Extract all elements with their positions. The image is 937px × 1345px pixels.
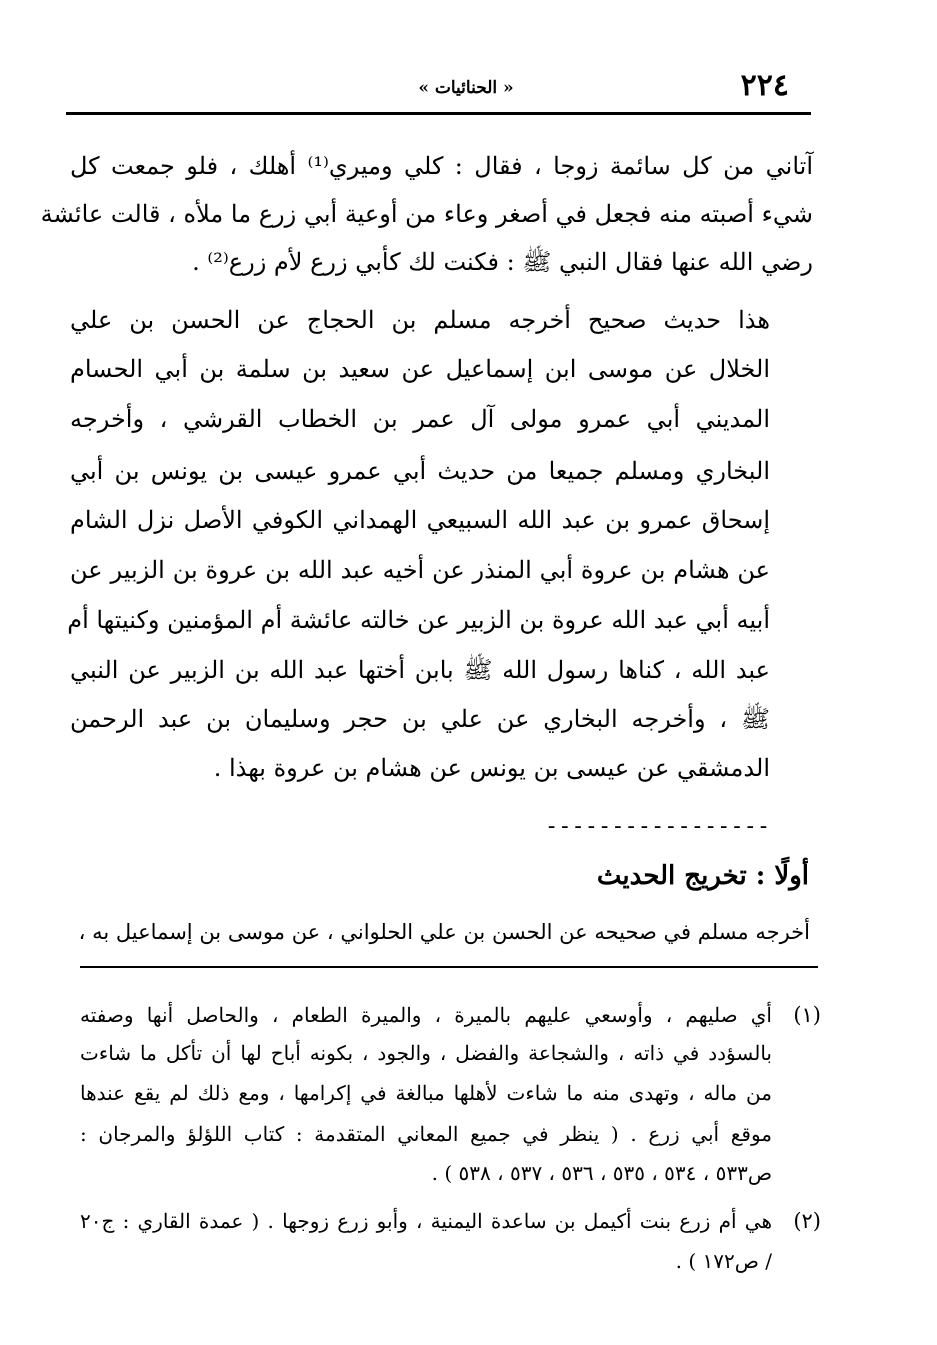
footnote-rule bbox=[80, 966, 818, 968]
hadith-line: البخاري ومسلم جميعا من حديث أبي عمرو عيسى بن يونس بن أبي bbox=[70, 457, 771, 485]
footnote-line: ص٥٣٣ ، ٥٣٤ ، ٥٣٥ ، ٥٣٦ ، ٥٣٧ ، ٥٣٨ ) . bbox=[431, 1161, 772, 1185]
hadith-line: أبيه أبي عبد الله عروة بن الزبير عن خالته عائشة أم المؤمنين وكنيتها أم bbox=[67, 606, 770, 634]
body-line: آتاني من كل سائمة زوجا ، فقال : كلي وميري⁽¹⁾ أهلك ، فلو جمعت كل bbox=[70, 152, 813, 180]
footnote-line: بالسؤدد في ذاته ، والشجاعة والفضل ، والجود ، بكونه أباح لها أن تأكل ما شاءت bbox=[80, 1041, 772, 1065]
page-number: ٢٢٤ bbox=[740, 68, 789, 103]
footnote-marker: (١) bbox=[793, 1003, 821, 1027]
running-title: « الحنائيات » bbox=[418, 78, 514, 98]
page-header bbox=[66, 66, 811, 106]
hadith-line: إسحاق عمرو بن عبد الله السبيعي الهمداني الكوفي الأصل نزل الشام bbox=[70, 506, 771, 534]
footnote-line: أي صليهم ، وأوسعي عليهم بالميرة ، والميرة الطعام ، والحاصل أنها وصفته bbox=[80, 1003, 772, 1027]
header-rule bbox=[66, 112, 811, 115]
section-text: أخرجه مسلم في صحيحه عن الحسن بن علي الحلواني ، عن موسى بن إسماعيل به ، bbox=[78, 920, 810, 944]
hadith-line: عبد الله ، كناها رسول الله ﷺ بابن أختها عبد الله بن الزبير عن النبي bbox=[70, 656, 770, 684]
footnote-line: من ماله ، وتهدى منه ما شاءت لأهلها مبالغة في إكرامها ، ومع ذلك لم يقع عندها bbox=[80, 1081, 772, 1105]
footnote-line: موقع أبي زرع . ( ينظر في جميع المعاني المتقدمة : كتاب اللؤلؤ والمرجان : bbox=[80, 1122, 772, 1146]
body-line: رضي الله عنها فقال النبي ﷺ : فكنت لك كأبي زرع لأم زرع⁽²⁾ . bbox=[192, 248, 813, 276]
body-line: شيء أصبته منه فجعل في أصغر وعاء من أوعية أبي زرع ما ملأه ، قالت عائشة bbox=[40, 200, 813, 228]
hadith-line: هذا حديث صحيح أخرجه مسلم بن الحجاج عن الحسن بن علي bbox=[70, 306, 770, 334]
footnote-marker: (٢) bbox=[793, 1209, 821, 1233]
section-heading: أولًا : تخريج الحديث bbox=[596, 861, 809, 891]
footnote-line: / ص١٧٢ ) . bbox=[675, 1249, 772, 1273]
hadith-line: ﷺ ، وأخرجه البخاري عن علي بن حجر وسليمان بن عبد الرحمن bbox=[70, 705, 770, 733]
footnote-line: هي أم زرع بنت أكيمل بن ساعدة اليمنية ، وأبو زرع زوجها . ( عمدة القاري : ج٢٠ bbox=[80, 1209, 772, 1233]
dashed-separator: ----------------- bbox=[545, 816, 770, 838]
hadith-line: الخلال عن موسى ابن إسماعيل عن سعيد بن سلمة بن أبي الحسام bbox=[70, 355, 770, 383]
hadith-line: الدمشقي عن عيسى بن يونس عن هشام بن عروة بهذا . bbox=[213, 754, 770, 782]
hadith-line: عن هشام بن عروة أبي المنذر عن أخيه عبد الله بن عروة بن الزبير عن bbox=[70, 556, 770, 584]
hadith-line: المديني أبي عمرو مولى آل عمر بن الخطاب القرشي ، وأخرجه bbox=[70, 405, 770, 433]
